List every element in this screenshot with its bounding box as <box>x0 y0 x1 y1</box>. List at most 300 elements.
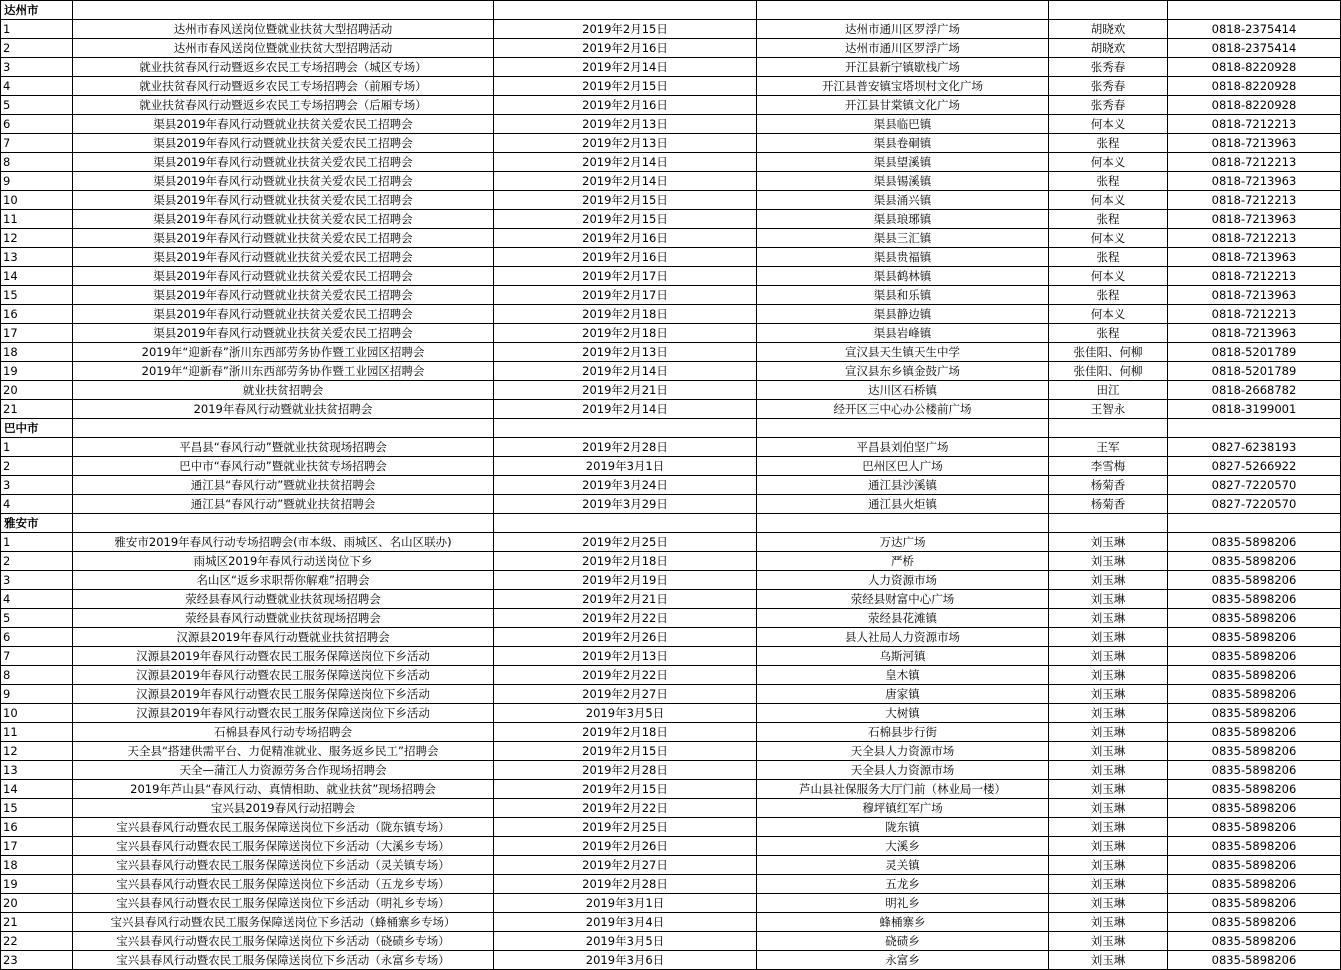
cell-event-name[interactable]: 渠县2019年春风行动暨就业扶贫关爱农民工招聘会 <box>73 210 494 229</box>
cell-event-name[interactable]: 宝兴县春风行动暨农民工服务保障送岗位下乡活动（永富乡专场） <box>73 951 494 970</box>
cell-date[interactable]: 2019年2月18日 <box>494 552 757 571</box>
cell-event-name[interactable]: 2019年春风行动暨就业扶贫招聘会 <box>73 400 494 419</box>
cell-date[interactable]: 2019年3月1日 <box>494 894 757 913</box>
cell-contact-person[interactable]: 何本义 <box>1049 267 1168 286</box>
cell-date[interactable]: 2019年2月28日 <box>494 438 757 457</box>
section-title[interactable]: 达州市 <box>1 1 73 20</box>
cell-phone[interactable]: 0818-3199001 <box>1168 400 1341 419</box>
cell-date[interactable]: 2019年3月4日 <box>494 913 757 932</box>
cell-event-name[interactable]: 宝兴县春风行动暨农民工服务保障送岗位下乡活动（陇东镇专场） <box>73 818 494 837</box>
cell-number[interactable]: 3 <box>1 476 73 495</box>
cell-number[interactable]: 4 <box>1 77 73 96</box>
cell-contact-person[interactable]: 张程 <box>1049 134 1168 153</box>
cell-number[interactable]: 11 <box>1 723 73 742</box>
cell-number[interactable]: 3 <box>1 58 73 77</box>
cell-phone[interactable]: 0835-5898206 <box>1168 875 1341 894</box>
cell-location[interactable]: 渠县涌兴镇 <box>757 191 1049 210</box>
cell-phone[interactable]: 0835-5898206 <box>1168 647 1341 666</box>
cell-number[interactable]: 9 <box>1 685 73 704</box>
cell-contact-person[interactable]: 刘玉琳 <box>1049 761 1168 780</box>
cell-phone[interactable]: 0835-5898206 <box>1168 571 1341 590</box>
cell-number[interactable]: 6 <box>1 115 73 134</box>
cell-phone[interactable]: 0827-6238193 <box>1168 438 1341 457</box>
cell-number[interactable]: 11 <box>1 210 73 229</box>
cell-event-name[interactable]: 名山区“返乡求职帮你解难”招聘会 <box>73 571 494 590</box>
cell-number[interactable]: 18 <box>1 343 73 362</box>
empty-cell[interactable] <box>1049 514 1168 533</box>
cell-contact-person[interactable]: 刘玉琳 <box>1049 723 1168 742</box>
cell-number[interactable]: 3 <box>1 571 73 590</box>
cell-location[interactable]: 渠县静边镇 <box>757 305 1049 324</box>
cell-number[interactable]: 4 <box>1 495 73 514</box>
cell-number[interactable]: 20 <box>1 894 73 913</box>
cell-phone[interactable]: 0835-5898206 <box>1168 951 1341 970</box>
cell-date[interactable]: 2019年2月28日 <box>494 761 757 780</box>
cell-contact-person[interactable]: 杨菊香 <box>1049 476 1168 495</box>
cell-event-name[interactable]: 渠县2019年春风行动暨就业扶贫关爱农民工招聘会 <box>73 134 494 153</box>
cell-contact-person[interactable]: 刘玉琳 <box>1049 951 1168 970</box>
cell-number[interactable]: 14 <box>1 780 73 799</box>
cell-number[interactable]: 16 <box>1 305 73 324</box>
cell-date[interactable]: 2019年3月5日 <box>494 932 757 951</box>
cell-event-name[interactable]: 渠县2019年春风行动暨就业扶贫关爱农民工招聘会 <box>73 324 494 343</box>
cell-number[interactable]: 15 <box>1 799 73 818</box>
cell-event-name[interactable]: 荥经县春风行动暨就业扶贫现场招聘会 <box>73 609 494 628</box>
cell-event-name[interactable]: 石棉县春风行动专场招聘会 <box>73 723 494 742</box>
cell-event-name[interactable]: 宝兴县春风行动暨农民工服务保障送岗位下乡活动（蜂桶寨乡专场） <box>73 913 494 932</box>
cell-event-name[interactable]: 就业扶贫春风行动暨返乡农民工专场招聘会（城区专场） <box>73 58 494 77</box>
cell-contact-person[interactable]: 刘玉琳 <box>1049 590 1168 609</box>
cell-phone[interactable]: 0835-5898206 <box>1168 761 1341 780</box>
cell-phone[interactable]: 0835-5898206 <box>1168 742 1341 761</box>
cell-number[interactable]: 2 <box>1 552 73 571</box>
cell-event-name[interactable]: 雅安市2019年春风行动专场招聘会(市本级、雨城区、名山区联办) <box>73 533 494 552</box>
cell-event-name[interactable]: 宝兴县春风行动暨农民工服务保障送岗位下乡活动（大溪乡专场） <box>73 837 494 856</box>
cell-event-name[interactable]: 天全县“搭建供需平台、力促精准就业、服务返乡民工”招聘会 <box>73 742 494 761</box>
cell-phone[interactable]: 0818-7212213 <box>1168 153 1341 172</box>
cell-date[interactable]: 2019年2月17日 <box>494 267 757 286</box>
cell-phone[interactable]: 0827-7220570 <box>1168 495 1341 514</box>
cell-contact-person[interactable]: 张秀春 <box>1049 58 1168 77</box>
cell-date[interactable]: 2019年2月13日 <box>494 343 757 362</box>
cell-event-name[interactable]: 荥经县春风行动暨就业扶贫现场招聘会 <box>73 590 494 609</box>
cell-location[interactable]: 人力资源市场 <box>757 571 1049 590</box>
cell-date[interactable]: 2019年2月19日 <box>494 571 757 590</box>
cell-phone[interactable]: 0835-5898206 <box>1168 837 1341 856</box>
cell-phone[interactable]: 0818-7212213 <box>1168 191 1341 210</box>
cell-contact-person[interactable]: 刘玉琳 <box>1049 913 1168 932</box>
cell-number[interactable]: 12 <box>1 229 73 248</box>
cell-number[interactable]: 4 <box>1 590 73 609</box>
cell-contact-person[interactable]: 刘玉琳 <box>1049 704 1168 723</box>
cell-date[interactable]: 2019年3月24日 <box>494 476 757 495</box>
cell-event-name[interactable]: 雨城区2019年春风行动送岗位下乡 <box>73 552 494 571</box>
cell-number[interactable]: 17 <box>1 837 73 856</box>
cell-phone[interactable]: 0835-5898206 <box>1168 628 1341 647</box>
cell-contact-person[interactable]: 张佳阳、何柳 <box>1049 343 1168 362</box>
cell-phone[interactable]: 0827-5266922 <box>1168 457 1341 476</box>
cell-event-name[interactable]: 汉源县2019年春风行动暨农民工服务保障送岗位下乡活动 <box>73 685 494 704</box>
cell-phone[interactable]: 0835-5898206 <box>1168 780 1341 799</box>
cell-date[interactable]: 2019年2月14日 <box>494 58 757 77</box>
cell-date[interactable]: 2019年2月14日 <box>494 153 757 172</box>
cell-event-name[interactable]: 就业扶贫春风行动暨返乡农民工专场招聘会（前厢专场） <box>73 77 494 96</box>
cell-number[interactable]: 19 <box>1 875 73 894</box>
cell-contact-person[interactable]: 李雪梅 <box>1049 457 1168 476</box>
cell-event-name[interactable]: 宝兴县春风行动暨农民工服务保障送岗位下乡活动（硗碛乡专场） <box>73 932 494 951</box>
cell-phone[interactable]: 0835-5898206 <box>1168 818 1341 837</box>
cell-location[interactable]: 五龙乡 <box>757 875 1049 894</box>
cell-phone[interactable]: 0818-5201789 <box>1168 343 1341 362</box>
cell-event-name[interactable]: 2019年“迎新春”浙川东西部劳务协作暨工业园区招聘会 <box>73 343 494 362</box>
cell-location[interactable]: 灵关镇 <box>757 856 1049 875</box>
cell-number[interactable]: 21 <box>1 400 73 419</box>
cell-location[interactable]: 平昌县刘伯坚广场 <box>757 438 1049 457</box>
cell-event-name[interactable]: 汉源县2019年春风行动暨农民工服务保障送岗位下乡活动 <box>73 647 494 666</box>
empty-cell[interactable] <box>1168 419 1341 438</box>
cell-location[interactable]: 大树镇 <box>757 704 1049 723</box>
cell-phone[interactable]: 0818-8220928 <box>1168 77 1341 96</box>
cell-date[interactable]: 2019年2月16日 <box>494 229 757 248</box>
cell-contact-person[interactable]: 刘玉琳 <box>1049 837 1168 856</box>
cell-phone[interactable]: 0818-2375414 <box>1168 39 1341 58</box>
cell-location[interactable]: 达州市通川区罗浮广场 <box>757 39 1049 58</box>
cell-phone[interactable]: 0835-5898206 <box>1168 685 1341 704</box>
empty-cell[interactable] <box>1049 1 1168 20</box>
cell-phone[interactable]: 0818-7212213 <box>1168 115 1341 134</box>
cell-location[interactable]: 万达广场 <box>757 533 1049 552</box>
cell-date[interactable]: 2019年2月18日 <box>494 723 757 742</box>
cell-date[interactable]: 2019年2月22日 <box>494 666 757 685</box>
cell-number[interactable]: 5 <box>1 609 73 628</box>
cell-phone[interactable]: 0818-8220928 <box>1168 58 1341 77</box>
cell-number[interactable]: 12 <box>1 742 73 761</box>
cell-date[interactable]: 2019年2月13日 <box>494 647 757 666</box>
cell-phone[interactable]: 0835-5898206 <box>1168 704 1341 723</box>
cell-date[interactable]: 2019年2月26日 <box>494 628 757 647</box>
cell-event-name[interactable]: 渠县2019年春风行动暨就业扶贫关爱农民工招聘会 <box>73 248 494 267</box>
cell-event-name[interactable]: 渠县2019年春风行动暨就业扶贫关爱农民工招聘会 <box>73 229 494 248</box>
cell-contact-person[interactable]: 刘玉琳 <box>1049 932 1168 951</box>
cell-date[interactable]: 2019年2月22日 <box>494 609 757 628</box>
empty-cell[interactable] <box>757 1 1049 20</box>
cell-phone[interactable]: 0818-7213963 <box>1168 324 1341 343</box>
empty-cell[interactable] <box>494 1 757 20</box>
cell-number[interactable]: 8 <box>1 153 73 172</box>
cell-number[interactable]: 20 <box>1 381 73 400</box>
cell-phone[interactable]: 0818-7213963 <box>1168 286 1341 305</box>
cell-location[interactable]: 渠县望溪镇 <box>757 153 1049 172</box>
cell-date[interactable]: 2019年2月13日 <box>494 134 757 153</box>
cell-number[interactable]: 7 <box>1 134 73 153</box>
cell-date[interactable]: 2019年2月16日 <box>494 39 757 58</box>
cell-contact-person[interactable]: 刘玉琳 <box>1049 609 1168 628</box>
empty-cell[interactable] <box>757 419 1049 438</box>
cell-location[interactable]: 通江县沙溪镇 <box>757 476 1049 495</box>
cell-number[interactable]: 22 <box>1 932 73 951</box>
cell-phone[interactable]: 0818-7213963 <box>1168 134 1341 153</box>
cell-event-name[interactable]: 宝兴县春风行动暨农民工服务保障送岗位下乡活动（灵关镇专场） <box>73 856 494 875</box>
cell-phone[interactable]: 0835-5898206 <box>1168 799 1341 818</box>
cell-phone[interactable]: 0818-7213963 <box>1168 172 1341 191</box>
cell-event-name[interactable]: 2019年芦山县“春风行动、真情相助、就业扶贫”现场招聘会 <box>73 780 494 799</box>
cell-date[interactable]: 2019年2月17日 <box>494 286 757 305</box>
cell-event-name[interactable]: 汉源县2019年春风行动暨农民工服务保障送岗位下乡活动 <box>73 704 494 723</box>
cell-contact-person[interactable]: 刘玉琳 <box>1049 647 1168 666</box>
cell-location[interactable]: 达州市通川区罗浮广场 <box>757 20 1049 39</box>
cell-event-name[interactable]: 达州市春风送岗位暨就业扶贫大型招聘活动 <box>73 20 494 39</box>
cell-location[interactable]: 宣汉县东乡镇金鼓广场 <box>757 362 1049 381</box>
cell-date[interactable]: 2019年3月6日 <box>494 951 757 970</box>
cell-number[interactable]: 17 <box>1 324 73 343</box>
cell-number[interactable]: 21 <box>1 913 73 932</box>
cell-date[interactable]: 2019年2月28日 <box>494 875 757 894</box>
cell-number[interactable]: 16 <box>1 818 73 837</box>
cell-date[interactable]: 2019年3月1日 <box>494 457 757 476</box>
cell-location[interactable]: 经开区三中心办公楼前广场 <box>757 400 1049 419</box>
empty-cell[interactable] <box>73 1 494 20</box>
cell-location[interactable]: 渠县鹤林镇 <box>757 267 1049 286</box>
cell-date[interactable]: 2019年2月21日 <box>494 590 757 609</box>
cell-date[interactable]: 2019年2月16日 <box>494 96 757 115</box>
cell-contact-person[interactable]: 何本义 <box>1049 191 1168 210</box>
cell-number[interactable]: 2 <box>1 457 73 476</box>
cell-number[interactable]: 7 <box>1 647 73 666</box>
cell-date[interactable]: 2019年2月15日 <box>494 191 757 210</box>
cell-location[interactable]: 宣汉县天生镇天生中学 <box>757 343 1049 362</box>
cell-location[interactable]: 乌斯河镇 <box>757 647 1049 666</box>
cell-number[interactable]: 8 <box>1 666 73 685</box>
cell-contact-person[interactable]: 张程 <box>1049 286 1168 305</box>
cell-phone[interactable]: 0835-5898206 <box>1168 590 1341 609</box>
empty-cell[interactable] <box>757 514 1049 533</box>
cell-contact-person[interactable]: 刘玉琳 <box>1049 552 1168 571</box>
cell-contact-person[interactable]: 张佳阳、何柳 <box>1049 362 1168 381</box>
section-title[interactable]: 巴中市 <box>1 419 73 438</box>
cell-contact-person[interactable]: 张程 <box>1049 210 1168 229</box>
cell-contact-person[interactable]: 张秀春 <box>1049 77 1168 96</box>
cell-event-name[interactable]: 渠县2019年春风行动暨就业扶贫关爱农民工招聘会 <box>73 267 494 286</box>
cell-location[interactable]: 开江县甘棠镇文化广场 <box>757 96 1049 115</box>
cell-event-name[interactable]: 渠县2019年春风行动暨就业扶贫关爱农民工招聘会 <box>73 305 494 324</box>
cell-location[interactable]: 严桥 <box>757 552 1049 571</box>
cell-event-name[interactable]: 渠县2019年春风行动暨就业扶贫关爱农民工招聘会 <box>73 191 494 210</box>
cell-number[interactable]: 10 <box>1 704 73 723</box>
cell-number[interactable]: 6 <box>1 628 73 647</box>
cell-number[interactable]: 10 <box>1 191 73 210</box>
cell-location[interactable]: 皇木镇 <box>757 666 1049 685</box>
cell-location[interactable]: 渠县贵福镇 <box>757 248 1049 267</box>
cell-location[interactable]: 石棉县步行街 <box>757 723 1049 742</box>
cell-contact-person[interactable]: 刘玉琳 <box>1049 856 1168 875</box>
cell-event-name[interactable]: 渠县2019年春风行动暨就业扶贫关爱农民工招聘会 <box>73 172 494 191</box>
cell-contact-person[interactable]: 胡晓欢 <box>1049 20 1168 39</box>
cell-location[interactable]: 渠县临巴镇 <box>757 115 1049 134</box>
cell-location[interactable]: 渠县岩峰镇 <box>757 324 1049 343</box>
cell-location[interactable]: 蜂桶寨乡 <box>757 913 1049 932</box>
cell-date[interactable]: 2019年2月27日 <box>494 685 757 704</box>
cell-contact-person[interactable]: 王军 <box>1049 438 1168 457</box>
cell-event-name[interactable]: 汉源县2019年春风行动暨就业扶贫招聘会 <box>73 628 494 647</box>
cell-date[interactable]: 2019年2月15日 <box>494 77 757 96</box>
cell-phone[interactable]: 0835-5898206 <box>1168 533 1341 552</box>
cell-location[interactable]: 荥经县花滩镇 <box>757 609 1049 628</box>
cell-contact-person[interactable]: 刘玉琳 <box>1049 571 1168 590</box>
cell-location[interactable]: 渠县琅琊镇 <box>757 210 1049 229</box>
cell-event-name[interactable]: 通江县“春风行动”暨就业扶贫招聘会 <box>73 476 494 495</box>
cell-number[interactable]: 5 <box>1 96 73 115</box>
empty-cell[interactable] <box>73 514 494 533</box>
cell-date[interactable]: 2019年2月14日 <box>494 400 757 419</box>
cell-phone[interactable]: 0835-5898206 <box>1168 856 1341 875</box>
cell-contact-person[interactable]: 张程 <box>1049 172 1168 191</box>
cell-location[interactable]: 达川区石桥镇 <box>757 381 1049 400</box>
cell-date[interactable]: 2019年2月18日 <box>494 324 757 343</box>
cell-number[interactable]: 19 <box>1 362 73 381</box>
cell-event-name[interactable]: 宝兴县春风行动暨农民工服务保障送岗位下乡活动（五龙乡专场） <box>73 875 494 894</box>
cell-date[interactable]: 2019年2月13日 <box>494 115 757 134</box>
cell-date[interactable]: 2019年2月18日 <box>494 305 757 324</box>
cell-phone[interactable]: 0818-5201789 <box>1168 362 1341 381</box>
cell-date[interactable]: 2019年2月15日 <box>494 742 757 761</box>
cell-event-name[interactable]: 天全—蒲江人力资源劳务合作现场招聘会 <box>73 761 494 780</box>
cell-event-name[interactable]: 2019年“迎新春”浙川东西部劳务协作暨工业园区招聘会 <box>73 362 494 381</box>
cell-date[interactable]: 2019年2月15日 <box>494 210 757 229</box>
cell-date[interactable]: 2019年2月21日 <box>494 381 757 400</box>
cell-event-name[interactable]: 宝兴县春风行动暨农民工服务保障送岗位下乡活动（明礼乡专场） <box>73 894 494 913</box>
cell-phone[interactable]: 0835-5898206 <box>1168 552 1341 571</box>
cell-location[interactable]: 芦山县社保服务大厅门前（林业局一楼） <box>757 780 1049 799</box>
cell-location[interactable]: 渠县三汇镇 <box>757 229 1049 248</box>
cell-contact-person[interactable]: 刘玉琳 <box>1049 818 1168 837</box>
cell-date[interactable]: 2019年2月22日 <box>494 799 757 818</box>
cell-contact-person[interactable]: 刘玉琳 <box>1049 894 1168 913</box>
cell-contact-person[interactable]: 刘玉琳 <box>1049 799 1168 818</box>
cell-phone[interactable]: 0835-5898206 <box>1168 894 1341 913</box>
cell-number[interactable]: 15 <box>1 286 73 305</box>
cell-contact-person[interactable]: 刘玉琳 <box>1049 742 1168 761</box>
cell-phone[interactable]: 0835-5898206 <box>1168 723 1341 742</box>
cell-date[interactable]: 2019年3月29日 <box>494 495 757 514</box>
empty-cell[interactable] <box>1168 514 1341 533</box>
cell-event-name[interactable]: 宝兴县2019春风行动招聘会 <box>73 799 494 818</box>
cell-phone[interactable]: 0827-7220570 <box>1168 476 1341 495</box>
empty-cell[interactable] <box>494 419 757 438</box>
empty-cell[interactable] <box>73 419 494 438</box>
empty-cell[interactable] <box>494 514 757 533</box>
cell-number[interactable]: 1 <box>1 438 73 457</box>
cell-date[interactable]: 2019年2月16日 <box>494 248 757 267</box>
cell-number[interactable]: 9 <box>1 172 73 191</box>
cell-event-name[interactable]: 通江县“春风行动”暨就业扶贫招聘会 <box>73 495 494 514</box>
cell-date[interactable]: 2019年2月15日 <box>494 780 757 799</box>
cell-contact-person[interactable]: 刘玉琳 <box>1049 628 1168 647</box>
cell-contact-person[interactable]: 刘玉琳 <box>1049 666 1168 685</box>
cell-phone[interactable]: 0818-7212213 <box>1168 229 1341 248</box>
cell-phone[interactable]: 0818-7212213 <box>1168 305 1341 324</box>
cell-location[interactable]: 天全县人力资源市场 <box>757 761 1049 780</box>
cell-event-name[interactable]: 渠县2019年春风行动暨就业扶贫关爱农民工招聘会 <box>73 115 494 134</box>
cell-phone[interactable]: 0835-5898206 <box>1168 913 1341 932</box>
cell-phone[interactable]: 0835-5898206 <box>1168 666 1341 685</box>
empty-cell[interactable] <box>1049 419 1168 438</box>
cell-phone[interactable]: 0818-2668782 <box>1168 381 1341 400</box>
cell-number[interactable]: 13 <box>1 761 73 780</box>
cell-location[interactable]: 穆坪镇红军广场 <box>757 799 1049 818</box>
cell-contact-person[interactable]: 张秀春 <box>1049 96 1168 115</box>
cell-location[interactable]: 天全县人力资源市场 <box>757 742 1049 761</box>
cell-contact-person[interactable]: 刘玉琳 <box>1049 875 1168 894</box>
cell-location[interactable]: 明礼乡 <box>757 894 1049 913</box>
cell-number[interactable]: 2 <box>1 39 73 58</box>
cell-location[interactable]: 开江县新宁镇歇栈广场 <box>757 58 1049 77</box>
cell-number[interactable]: 1 <box>1 20 73 39</box>
cell-contact-person[interactable]: 何本义 <box>1049 153 1168 172</box>
cell-contact-person[interactable]: 何本义 <box>1049 229 1168 248</box>
cell-location[interactable]: 大溪乡 <box>757 837 1049 856</box>
cell-contact-person[interactable]: 田江 <box>1049 381 1168 400</box>
cell-location[interactable]: 陇东镇 <box>757 818 1049 837</box>
cell-date[interactable]: 2019年2月25日 <box>494 533 757 552</box>
section-title[interactable]: 雅安市 <box>1 514 73 533</box>
cell-phone[interactable]: 0818-2375414 <box>1168 20 1341 39</box>
cell-location[interactable]: 硗碛乡 <box>757 932 1049 951</box>
cell-date[interactable]: 2019年2月15日 <box>494 20 757 39</box>
cell-location[interactable]: 县人社局人力资源市场 <box>757 628 1049 647</box>
cell-phone[interactable]: 0818-7213963 <box>1168 210 1341 229</box>
cell-event-name[interactable]: 汉源县2019年春风行动暨农民工服务保障送岗位下乡活动 <box>73 666 494 685</box>
cell-number[interactable]: 14 <box>1 267 73 286</box>
cell-location[interactable]: 荥经县财富中心广场 <box>757 590 1049 609</box>
cell-contact-person[interactable]: 张程 <box>1049 324 1168 343</box>
cell-date[interactable]: 2019年2月14日 <box>494 362 757 381</box>
cell-event-name[interactable]: 就业扶贫春风行动暨返乡农民工专场招聘会（后厢专场） <box>73 96 494 115</box>
cell-phone[interactable]: 0835-5898206 <box>1168 932 1341 951</box>
cell-location[interactable]: 渠县卷硐镇 <box>757 134 1049 153</box>
cell-number[interactable]: 23 <box>1 951 73 970</box>
cell-number[interactable]: 18 <box>1 856 73 875</box>
cell-event-name[interactable]: 渠县2019年春风行动暨就业扶贫关爱农民工招聘会 <box>73 286 494 305</box>
cell-date[interactable]: 2019年2月26日 <box>494 837 757 856</box>
cell-contact-person[interactable]: 胡晓欢 <box>1049 39 1168 58</box>
cell-date[interactable]: 2019年2月14日 <box>494 172 757 191</box>
cell-location[interactable]: 渠县和乐镇 <box>757 286 1049 305</box>
cell-contact-person[interactable]: 杨菊香 <box>1049 495 1168 514</box>
cell-location[interactable]: 渠县锡溪镇 <box>757 172 1049 191</box>
cell-contact-person[interactable]: 刘玉琳 <box>1049 685 1168 704</box>
cell-location[interactable]: 永富乡 <box>757 951 1049 970</box>
cell-phone[interactable]: 0818-7213963 <box>1168 248 1341 267</box>
cell-phone[interactable]: 0835-5898206 <box>1168 609 1341 628</box>
cell-location[interactable]: 巴州区巴人广场 <box>757 457 1049 476</box>
cell-event-name[interactable]: 渠县2019年春风行动暨就业扶贫关爱农民工招聘会 <box>73 153 494 172</box>
cell-contact-person[interactable]: 刘玉琳 <box>1049 533 1168 552</box>
empty-cell[interactable] <box>1168 1 1341 20</box>
cell-date[interactable]: 2019年2月27日 <box>494 856 757 875</box>
cell-event-name[interactable]: 就业扶贫招聘会 <box>73 381 494 400</box>
cell-location[interactable]: 通江县火炬镇 <box>757 495 1049 514</box>
cell-contact-person[interactable]: 何本义 <box>1049 115 1168 134</box>
cell-phone[interactable]: 0818-8220928 <box>1168 96 1341 115</box>
cell-location[interactable]: 唐家镇 <box>757 685 1049 704</box>
cell-contact-person[interactable]: 王智永 <box>1049 400 1168 419</box>
cell-number[interactable]: 1 <box>1 533 73 552</box>
cell-number[interactable]: 13 <box>1 248 73 267</box>
cell-contact-person[interactable]: 刘玉琳 <box>1049 780 1168 799</box>
cell-date[interactable]: 2019年3月5日 <box>494 704 757 723</box>
cell-contact-person[interactable]: 何本义 <box>1049 305 1168 324</box>
cell-event-name[interactable]: 平昌县“春风行动”暨就业扶贫现场招聘会 <box>73 438 494 457</box>
